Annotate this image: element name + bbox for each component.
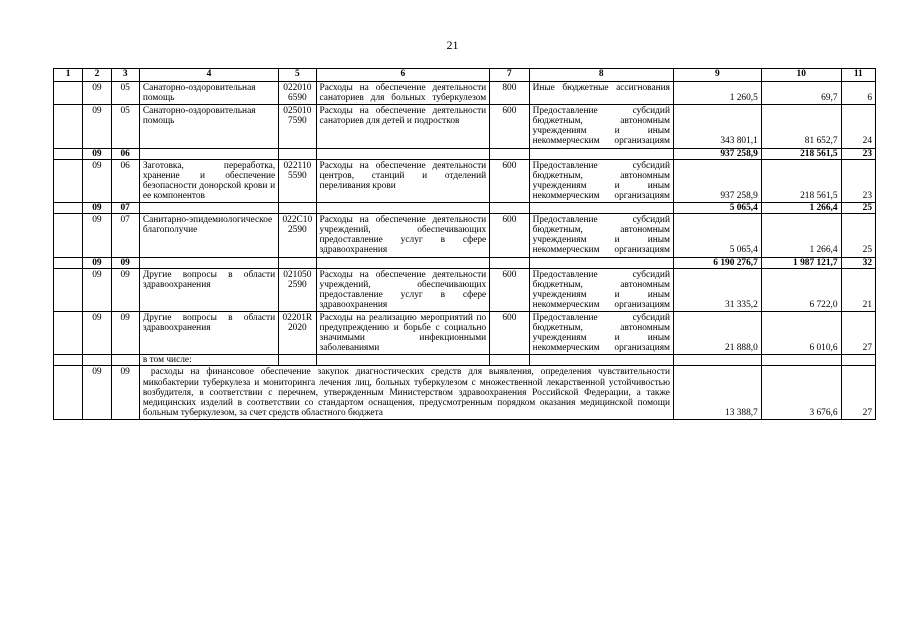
target-article-name: Расходы на обеспечение деятельности санаториев для детей и подростков [316,105,490,148]
expense-type-code: 600 [490,268,529,311]
target-article-code: 025010 7590 [279,105,316,148]
amount-cell: 1 260,5 [673,82,761,105]
amount-cell: 1 266,4 [761,203,841,214]
subtotal-row [54,148,876,159]
subsection-code: 09 [111,268,139,311]
header-cell: 11 [841,69,875,82]
header-cell: 2 [83,69,111,82]
header-cell: 1 [54,69,83,82]
amount-cell: 1 266,4 [761,214,841,257]
target-article-name: Расходы на обеспечение деятельности учреждений, обеспечивающих предоставление услуг в сфере здравоохранения [316,268,490,311]
section-code: 09 [83,268,111,311]
header-cell: 9 [673,69,761,82]
expense-type-name: Иные бюджетные ассигнования [529,82,673,105]
amount-cell: 218 561,5 [761,148,841,159]
target-article-name: Расходы на обеспечение деятельности санаториев для больных туберкулезом [316,82,490,105]
amount-cell: 6 722,0 [761,268,841,311]
amount-cell: 6 010,6 [761,311,841,354]
subsection-name: Санитарно-эпидемиологическое благополучие [139,214,278,257]
subsection-name: Санаторно-оздоровительная помощь [139,82,278,105]
section-code: 09 [83,105,111,148]
percent-cell: 23 [841,148,875,159]
section-code: 09 [83,366,111,419]
subsection-code: 07 [111,214,139,257]
table-row [54,214,876,257]
section-code: 09 [83,214,111,257]
subsection-name: Другие вопросы в области здравоохранения [139,311,278,354]
amount-cell: 13 388,7 [673,366,761,419]
percent-cell: 32 [841,257,875,268]
header-cell: 6 [316,69,490,82]
section-code: 09 [83,82,111,105]
amount-cell: 3 676,6 [761,366,841,419]
table-row [54,82,876,105]
subsection-code: 09 [111,257,139,268]
section-code: 09 [83,159,111,202]
percent-cell: 6 [841,82,875,105]
expense-type-name: Предоставление субсидий бюджетным, автономным учреждениям и иным некоммерческим организациям [529,214,673,257]
amount-cell: 21 888,0 [673,311,761,354]
amount-cell: 937 258,9 [673,159,761,202]
target-article-name: Расходы на обеспечение деятельности центров, станций и отделений переливания крови [316,159,490,202]
page-number: 21 [446,38,459,52]
header-cell: 10 [761,69,841,82]
expense-type-name: Предоставление субсидий бюджетным, автономным учреждениям и иным некоммерческим организациям [529,268,673,311]
expense-type-code: 600 [490,311,529,354]
subsection-code: 09 [111,311,139,354]
target-article-code: 022С10 2590 [279,214,316,257]
expense-type-name: Предоставление субсидий бюджетным, автономным учреждениям и иным некоммерческим организациям [529,311,673,354]
subsection-code: 05 [111,82,139,105]
header-cell: 4 [139,69,278,82]
subsection-name: Другие вопросы в области здравоохранения [139,268,278,311]
amount-cell: 5 065,4 [673,203,761,214]
table-row [54,105,876,148]
amount-cell: 218 561,5 [761,159,841,202]
table-header-row [54,69,876,82]
header-cell: 8 [529,69,673,82]
amount-cell: 69,7 [761,82,841,105]
expense-type-code: 600 [490,159,529,202]
target-article-code: 021050 2590 [279,268,316,311]
expense-description: расходы на финансовое обеспечение закупок диагностических средств для выявления, определения чувствительности микобактерии туберкулеза и мониторинга лечения лиц, больных туберкулезом с множественной лекарственной устойчивостью возбудителя, в соответствии с перечнем, утвержденным Министерством здравоохранения Российской Федерации, а также медицинских изделий в соответствии со стандартом оснащения, предусмотренным порядком оказания медицинской помощи больным туберкулезом, за счет средств областного бюджета [139,366,673,419]
header-cell: 5 [279,69,316,82]
subsection-code: 07 [111,203,139,214]
percent-cell: 27 [841,366,875,419]
expense-type-code: 600 [490,214,529,257]
section-code: 09 [83,148,111,159]
section-code: 09 [83,203,111,214]
target-article-code: 02201R 2020 [279,311,316,354]
expense-type-name: Предоставление субсидий бюджетным, автономным учреждениям и иным некоммерческим организациям [529,105,673,148]
subsection-name: Заготовка, переработка, хранение и обеспечение безопасности донорской крови и ее компонентов [139,159,278,202]
section-code: 09 [83,311,111,354]
amount-cell: 1 987 121,7 [761,257,841,268]
percent-cell: 24 [841,105,875,148]
amount-cell: 937 258,9 [673,148,761,159]
subsection-code: 06 [111,148,139,159]
subsection-code: 09 [111,366,139,419]
percent-cell: 25 [841,214,875,257]
amount-cell: 81 652,7 [761,105,841,148]
header-cell: 7 [490,69,529,82]
expense-type-code: 800 [490,82,529,105]
amount-cell: 5 065,4 [673,214,761,257]
target-article-code: 022110 5590 [279,159,316,202]
table-row [54,268,876,311]
expense-type-name: Предоставление субсидий бюджетным, автономным учреждениям и иным некоммерческим организациям [529,159,673,202]
subsection-name: Санаторно-оздоровительная помощь [139,105,278,148]
table-row [54,311,876,354]
amount-cell: 343 801,1 [673,105,761,148]
subsection-code: 06 [111,159,139,202]
target-article-name: Расходы на обеспечение деятельности учреждений, обеспечивающих предоставление услуг в сфере здравоохранения [316,214,490,257]
header-cell: 3 [111,69,139,82]
note-row [54,355,876,366]
percent-cell: 25 [841,203,875,214]
target-article-code: 022010 6590 [279,82,316,105]
percent-cell: 27 [841,311,875,354]
table-row [54,366,876,419]
percent-cell: 21 [841,268,875,311]
section-code: 09 [83,257,111,268]
budget-table [53,68,876,420]
including-note: в том числе: [139,355,278,366]
subtotal-row [54,203,876,214]
amount-cell: 6 190 276,7 [673,257,761,268]
amount-cell: 31 335,2 [673,268,761,311]
expense-type-code: 600 [490,105,529,148]
table-row [54,159,876,202]
subtotal-row [54,257,876,268]
percent-cell: 23 [841,159,875,202]
subsection-code: 05 [111,105,139,148]
target-article-name: Расходы на реализацию мероприятий по предупреждению и борьбе с социально значимыми инфекционными заболеваниями [316,311,490,354]
